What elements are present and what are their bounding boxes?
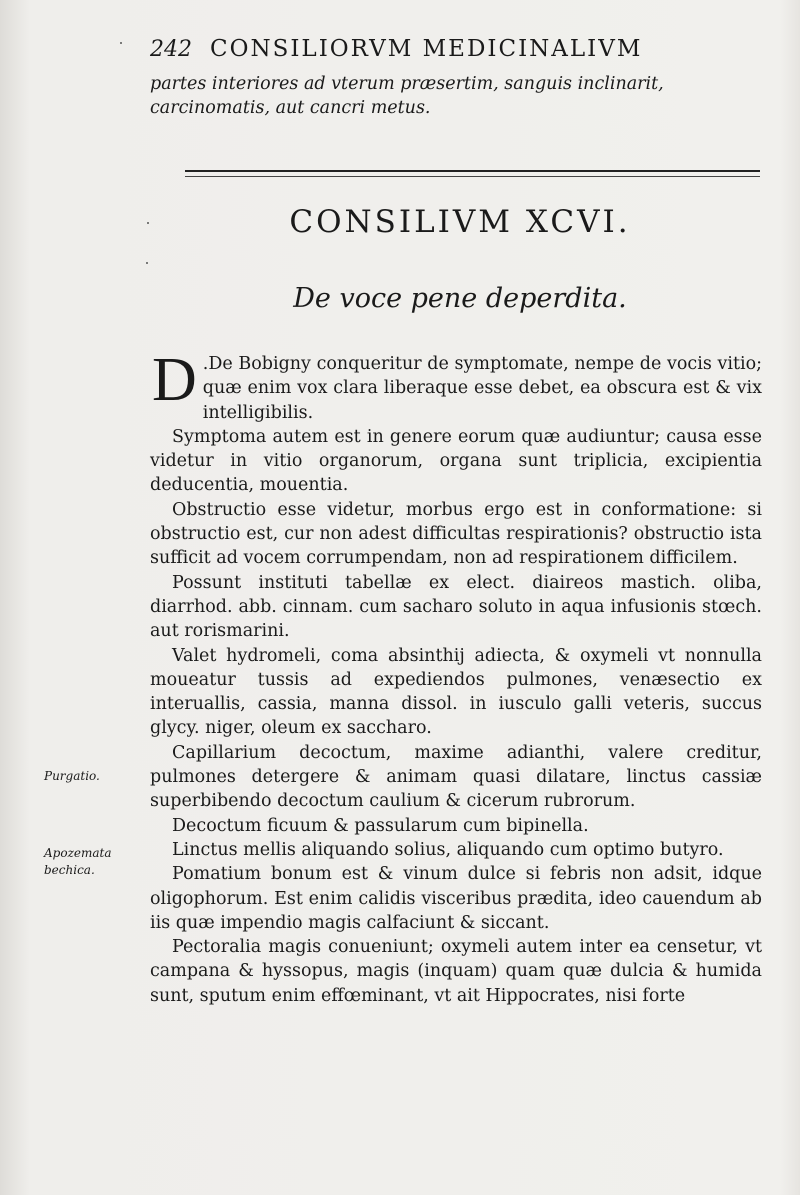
consilium-subtitle: De voce pene deperdita.: [293, 283, 627, 314]
margin-note-purgatio: Purgatio.: [44, 769, 100, 783]
paragraph-3: Obstructio esse videtur, morbus ergo est in conformatione: si obstructio est, cur non adest difficultas respirationis? obstructio ista sufficit ad vocem corrumpendam, non ad respirationem difficilem.: [150, 499, 762, 569]
body-text: [150, 346, 762, 1008]
section-rule: [185, 170, 760, 172]
ink-speck: [146, 262, 148, 264]
ink-speck: [120, 42, 122, 44]
paragraph-8: Linctus mellis aliquando solius, aliquando cum optimo butyro.: [172, 839, 724, 860]
paragraph-7: Decoctum ficuum & passularum cum bipinella.: [172, 815, 589, 836]
margin-note-apozemata: Apozemata bechica.: [44, 846, 112, 877]
consilium-title: CONSILIVM XCVI.: [289, 204, 631, 240]
paragraph-5: Valet hydromeli, coma absinthij adiecta, & oxymeli vt nonnulla moueatur tussis ad expediendos pulmones, venæsectio ex interuallis, cassia, manna dissol. in iusculo galli veteris, succus glycy. niger, oleum ex saccharo.: [150, 645, 762, 739]
paragraph-4: Possunt instituti tabellæ ex elect. diaireos mastich. oliba, diarrhod. abb. cinnam. cum sacharo soluto in aqua infusionis stœch. aut rorismarini.: [150, 572, 762, 642]
section-rule-thin: [185, 176, 760, 177]
ink-speck: [147, 222, 149, 224]
paragraph-6: Capillarium decoctum, maxime adianthi, valere creditur, pulmones detergere & animam quasi dilatare, linctus cassiæ superbibendo decoctum caulium & cicerum rubrorum.: [150, 742, 762, 812]
paragraph-9: Pomatium bonum est & vinum dulce si febris non adsit, idque oligophorum. Est enim calidis visceribus prædita, ideo cauendum ab iis quæ impendio magis calfaciunt & siccant.: [150, 864, 762, 933]
paragraph-2: Symptoma autem est in genere eorum quæ audiuntur; causa esse videtur in vitio organorum, organa sunt triplicia, excipientia deducentia, mouentia.: [150, 426, 762, 496]
paragraph-1: [150, 346, 762, 425]
paragraph-10: Pectoralia magis conueniunt; oxymeli autem inter ea censetur, vt campana & hyssopus, magis (inquam) quam quæ dulcia & humida sunt, sputum enim effœminant, vt ait Hippocrates, nisi forte: [150, 937, 762, 1006]
drop-cap: D: [152, 346, 197, 414]
paragraph-1-text: .De Bobigny conqueritur de symptomate, nempe de vocis vitio; quæ enim vox clara liberaque esse debet, ea obscura est & vix intelligibilis.: [202, 354, 762, 423]
continuation-text: partes interiores ad vterum præsertim, sanguis inclinarit, carcinomatis, aut cancri metus.: [150, 74, 664, 118]
page-header: [150, 36, 770, 62]
page-number: 242: [150, 37, 192, 62]
running-head: CONSILIORVM MEDICINALIVM: [210, 36, 643, 62]
